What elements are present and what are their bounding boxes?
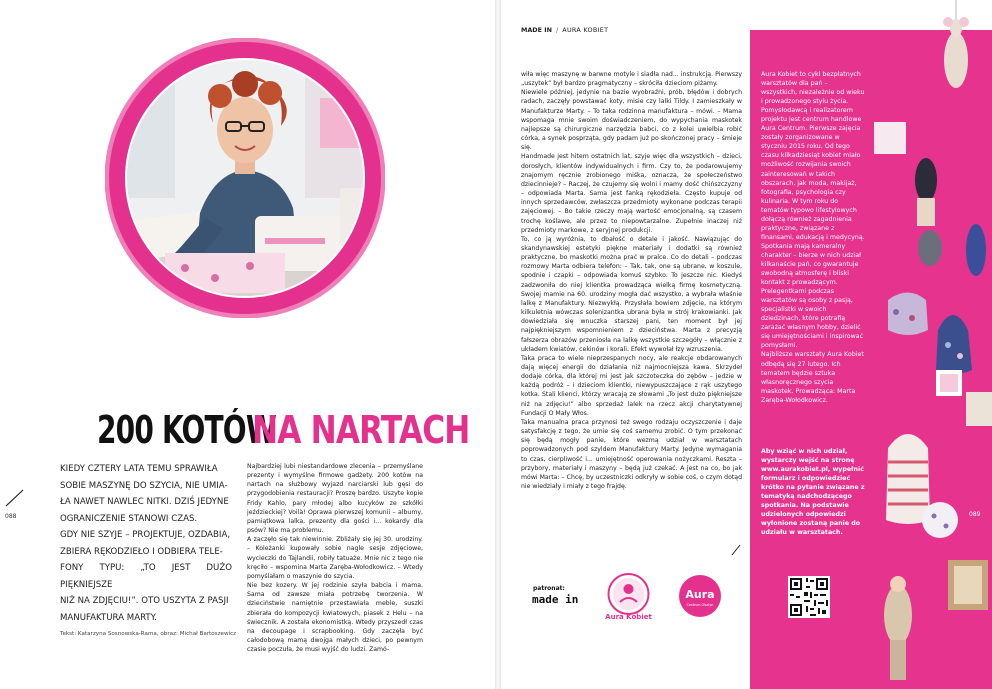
paragraph: Taka praca to wiele nieprzespanych nocy, ale reakcje obdarowanych dają więcej energii do działania niż najmocniejsza kawa. Skrzydeł dodaje córka, dla której mi jest jak szczoteczka do zębów – jedzie w każdą podróż – i dzieciom klientki, niewypuszczające z rąk uszytego kotka. Stali klienci, którzy wracają ze słowami „To jest dużo piękniejsze niż na zdjęciu!” albo sprzedaż lalek na rzecz akcji charytatywnej Fundacji O Mały Włos. bbox=[521, 354, 742, 417]
sponsor-label: patronat: bbox=[533, 585, 565, 592]
aura-logo bbox=[678, 574, 722, 618]
header-section: AURA KOBIET bbox=[562, 26, 609, 34]
page-number-left: 088 bbox=[5, 513, 17, 520]
sidebar-paragraph: Aura Kobiet to cykl bezpłatnych warsztatów dla pań – wszystkich, niezależnie od wieku i prowadzonego stylu życia. Pomysłodawcą i realizatorem projektu jest centrum handlowe Aura Centrum. Pierwsze zajęcia zostały zorganizowane w styczniu 2015 roku. Od tego czasu kilkadziesiąt kobiet miało możliwość rozwijania swoich zainteresowań w takich obszarach, jak moda, makijaż, fotografia, psychologia czy kulinaria. W tym roku do tematów typowo lifestylowych dołączą również zagadnienia praktyczne, związane z finansami, edukacją i medycyną. Spotkania mają kameralny charakter – bierze w nich udział kilkanaście pań, co gwarantuje swobodną atmosferę i bliski kontakt z prowadzącym. Prelegentkami podczas warsztatów są osoby z pasją, specjalistki w swoich dziedzinach, które potrafią zarażać własnym hobby, dzielić się umiejętnościami i inspirować pomysłami. bbox=[761, 71, 865, 350]
article-column-left bbox=[247, 462, 423, 654]
section-header bbox=[521, 26, 608, 34]
lead-line: ŁA NAWET NAWLEC NITKI. DZIŚ JEDYNE bbox=[60, 497, 229, 507]
paragraph: wiła więc maszynę w barwne motyle i siadła nad... instrukcją. Pierwszy „uszytek” był bardzo pragmatyczny – skróciła dzieciom piżamy. bbox=[521, 71, 742, 88]
article-title-pink: NA NARTACH bbox=[252, 408, 470, 452]
lead-line: MANUFAKTURA MARTY. bbox=[60, 612, 157, 623]
sidebar-call-to-action: Aby wziąć w nich udział, wystarczy wejść na stronę www.aurakobiet.pl, wypełnić formularz i odpowiedzieć krótko na pytanie związane z tematyką nadchodzącego spotkania. Na podstawie udzielonych odpowiedzi wyłonione zostaną panie do udziału w warsztatach. bbox=[761, 448, 865, 537]
paragraph: Handmade jest hitem ostatnich lat, szyje więc dla wszystkich – dzieci, dorosłych, klientów indywidualnych i firm. Czy to, że podarowujemy znajomym ręcznie zrobionego miśka, oznacza, że społeczeństwo dziecinnieje? – Raczej, że czujemy się wolni i mamy dość chińszczyzny – odpowiada Marta. Sama jest fanką rękodzieła. Często kupuje od innych sprzedawców, zwłaszcza przedmioty wykonane podczas terapii zajęciowej. – Bo takie rzeczy mają wartość emocjonalną, są czasem trochę koślawe, ale przez to niepowtarzalne. Zupełnie inaczej niż przedmioty markowe, z seryjnej produkcji. bbox=[521, 153, 742, 234]
header-brand: MADE IN bbox=[521, 26, 552, 34]
header-separator: / bbox=[555, 26, 559, 34]
page-number-right: 089 bbox=[969, 511, 981, 518]
spread-gutter bbox=[495, 0, 501, 689]
plush-toys-decoration bbox=[868, 0, 992, 689]
end-slash-icon bbox=[731, 544, 741, 556]
portrait-photo bbox=[105, 38, 385, 318]
lead-line: SOBIE MASZYNĘ DO SZYCIA, NIE UMIA- bbox=[60, 480, 228, 491]
lead-line: KIEDY CZTERY LATA TEMU SPRAWIŁA bbox=[60, 464, 218, 474]
aura-kobiet-logo bbox=[601, 572, 656, 622]
lead-line: FONY TYPU: „TO JEST DUŻO PIĘKNIEJSZE bbox=[60, 563, 232, 590]
paragraph: Nie bez kozery. W jej rodzinie szyła babcia i mama. Sama od zawsze miała potrzebę tworzenia. W dzieciństwie namiętnie przestawiała meble, suszki zbierała do kompozycji kwiatowych, piasek z Helu – na świecznik. A została ekonomistką. Wtedy przyszedł czas na decoupage i scrapbooking. Gdy zaczęła być całodobową mamą dwojga małych dzieci, po pewnym czasie poczuła, że musi wyjść do ludzi. Zamó- bbox=[247, 582, 423, 654]
article-column-right bbox=[521, 70, 742, 491]
paragraph: Taka manualna praca przynosi też swego rodzaju oczyszczenie i daje satysfakcję z tego, że umie się coś samemu zrobić. O tym przekonać się będą mogły panie, które wezmą udział w warsztatach poprowadzonych pod szyldem Manufaktury Marty. Jedyne wymagania to czas, cierpliwość i... umiejętność operowania nożyczkami. Reszta – przybory, materiały i maszyny – będą już czekać. A jest na co, bo jak mówi Marta: – Chcę, by uczestniczki odkryły w sobie coś, o czym dotąd nie wiedziały i miały z tego frajdę. bbox=[521, 418, 742, 491]
sidebar-paragraph: Najbliższe warsztaty Aura Kobiet odbędą się 27 lutego. Ich tematem będzie sztuka własnoręcznego szycia maskotek. Prowadząca: Marta Zaręba-Wołodkowicz. bbox=[761, 351, 864, 404]
aura-logo-text: Aura bbox=[685, 588, 715, 601]
article-lead bbox=[60, 461, 232, 626]
sponsor-logo: made in bbox=[532, 593, 579, 606]
lead-line: ZBIERA RĘKODZIEŁO I ODBIERA TELE- bbox=[60, 546, 223, 557]
paragraph: Niewiele później, jedynie na bazie wyobraźni, prób, błędów i dobrych radach, zaczęły powstawać koty, misie czy lalki Tildy. I zamieszkały w Manufakturze Marty. – To taka rodzinna manufaktura – mówi. – Mama wspomaga mnie swoim doświadczeniem, do wypychania maskotek najlepsze są chirurgiczne narzędzia babci, co z kolei uwielbia robić córka, a synek posprząta, gdy padam już po skończonej pracy – śmieje się. bbox=[521, 89, 742, 152]
qr-code-icon[interactable] bbox=[788, 576, 830, 618]
lead-line: GDY NIE SZYJE – PROJEKTUJE, OZDABIA, bbox=[60, 530, 231, 540]
article-title-black: 200 KOTÓW bbox=[97, 408, 276, 452]
article-credits: Tekst: Katarzyna Sosnowska-Rama, obraz: Michał Bartoszewicz bbox=[60, 631, 237, 637]
paragraph: To, co ją wyróżnia, to dbałość o detale i jakość. Nawiązując do skandynawskiej estetyki piękne materiały i dodatki są również praktyczne, bo maskotki można prać w pralce. Co do detali – podczas rozmowy Marta odbiera telefon: – Tak, tak, one są ubrane, w koszule, spodnie i czapki – odpowiada komuś szybko. To jeszcze nic. Kiedyś zadzwoniła do niej klientka prowadząca wielką firmę kosmetyczną. Swojej mamie na 60. urodziny mogła dać wszystko, a wybrała właśnie lalkę z Manufaktury. Niezwykłą. Przysłała bowiem zdjęcie, na którym kilkuletnia wówczas solenizantka ubrana była w strój krakowianki. Jak dowiedziała się wnuczka starszej pani, ten moment był jej najpiękniejszym wspomnieniem z dzieciństwa. Marta z precyzją fałszerza obrazów przeniosła na lalkę wszystkie szczegóły – włącznie z układem kwiatów, cekinów i korali. Efekt wywołał łzy wzruszenia. bbox=[521, 235, 742, 353]
page-slash-icon bbox=[3, 488, 27, 508]
aura-kobiet-logo-text: Aura Kobiet bbox=[605, 613, 652, 621]
lead-line: OGRANICZENIE STANOWI CZAS. bbox=[60, 513, 198, 524]
sidebar-info bbox=[761, 70, 865, 405]
lead-line: NIŻ NA ZDJĘCIU!”. OTO USZYTA Z PASJI bbox=[60, 596, 229, 606]
paragraph: A zaczęło się tak niewinnie. Zbliżały się jej 30. urodziny. – Koleżanki kupowały sobie nagle sesje zdjęciowe, wycieczki do Tajlandii, robiły tatuaże. Mnie nic z tego nie kręciło – wspomina Marta Zaręba-Wołodkowicz. – Wtedy pomyślałam o maszynie do szycia. bbox=[247, 536, 423, 580]
aura-logo-subtext: Centrum Olsztyn bbox=[686, 603, 714, 607]
paragraph: Najbardziej lubi niestandardowe zlecenia – przemyślane prezenty i wymyślne firmowe gadżety. 200 kotów na nartach na służbowy wyjazd narciarski lub gęsi do przygodobienia restauracji? Proszę bardzo. Uszyte kopie Fridy Kahlo, pary młodej albo kucyków ze szkółki jeździeckiej? Voilà! Oprawa pierwszej komunii – albumy, pamiątkowa lalka, prezenty dla gości i... kokardy dla psów? Nie ma problemu. bbox=[247, 463, 423, 535]
